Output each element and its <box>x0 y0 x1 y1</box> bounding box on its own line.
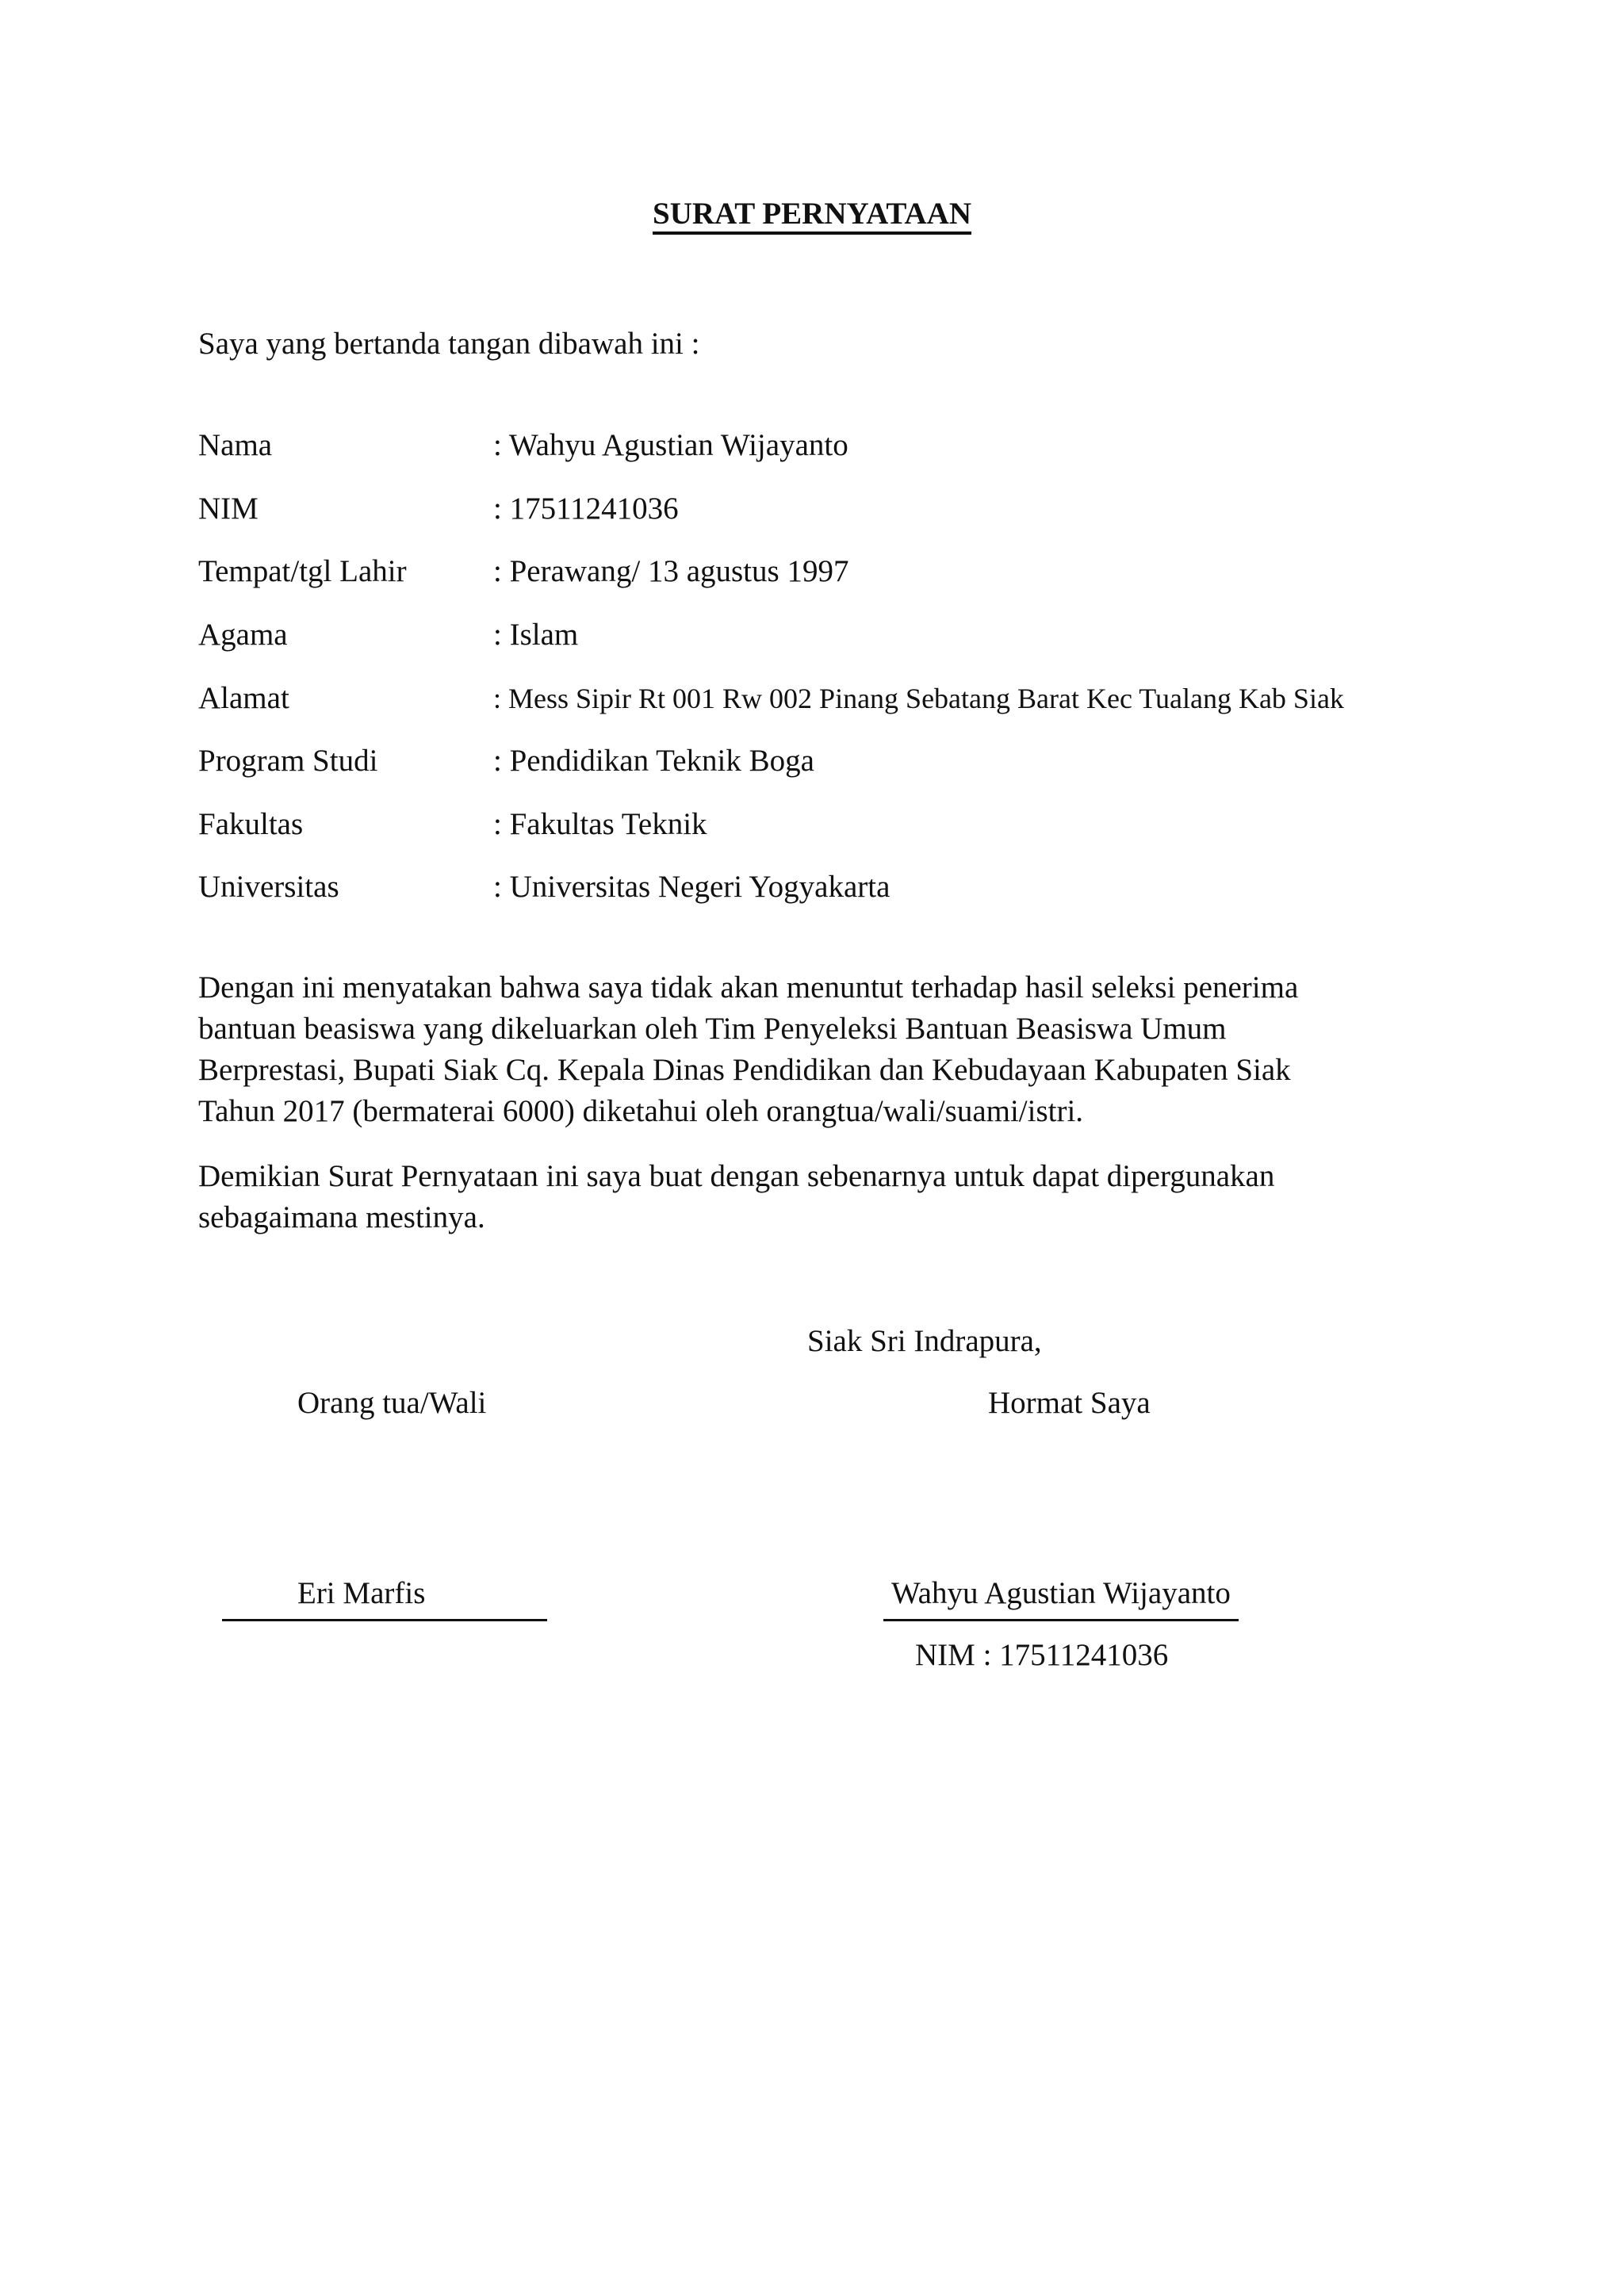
statement-paragraph <box>198 967 1435 1132</box>
statement-line: Berprestasi, Bupati Siak Cq. Kepala Dinas Pendidikan dan Kebudayaan Kabupaten Siak <box>198 1053 1291 1087</box>
field-value-nim: : 17511241036 <box>493 492 679 526</box>
signature-right-nim: NIM : 17511241036 <box>915 1638 1169 1672</box>
signature-left-name: Eri Marfis <box>297 1576 426 1610</box>
field-value-fakultas: : Fakultas Teknik <box>493 807 707 841</box>
field-value-alamat: : Mess Sipir Rt 001 Rw 002 Pinang Sebatang Barat Kec Tualang Kab Siak <box>493 683 1344 714</box>
statement-line: bantuan beasiswa yang dikeluarkan oleh Tim Penyeleksi Bantuan Beasiswa Umum <box>198 1012 1227 1046</box>
signature-right-name: Wahyu Agustian Wijayanto <box>891 1576 1231 1610</box>
statement-line: Dengan ini menyatakan bahwa saya tidak akan menuntut terhadap hasil seleksi penerima <box>198 970 1299 1004</box>
document-title <box>0 195 1624 233</box>
document-title-text: SURAT PERNYATAAN <box>653 197 971 235</box>
field-value-universitas: : Universitas Negeri Yogyakarta <box>493 870 891 904</box>
field-value-tempat-tgl-lahir: : Perawang/ 13 agustus 1997 <box>493 554 849 588</box>
closing-paragraph <box>198 1156 1435 1238</box>
field-label-nama: Nama <box>198 428 273 462</box>
field-label-alamat: Alamat <box>198 681 289 715</box>
signature-left-heading: Orang tua/Wali <box>297 1386 487 1420</box>
field-label-fakultas: Fakultas <box>198 807 304 841</box>
field-value-nama: : Wahyu Agustian Wijayanto <box>493 428 848 462</box>
field-value-agama: : Islam <box>493 618 579 652</box>
field-label-agama: Agama <box>198 618 288 652</box>
field-label-nim: NIM <box>198 492 259 526</box>
signature-left-line <box>222 1619 547 1621</box>
signature-right-line <box>883 1619 1239 1621</box>
closing-line: Demikian Surat Pernyataan ini saya buat dengan sebenarnya untuk dapat dipergunakan <box>198 1159 1275 1193</box>
signature-place: Siak Sri Indrapura, <box>807 1324 1042 1358</box>
field-value-program-studi: : Pendidikan Teknik Boga <box>493 744 814 778</box>
field-label-universitas: Universitas <box>198 870 339 904</box>
field-label-tempat-tgl-lahir: Tempat/tgl Lahir <box>198 554 407 588</box>
intro-text: Saya yang bertanda tangan dibawah ini : <box>198 327 700 361</box>
statement-line: Tahun 2017 (bermaterai 6000) diketahui oleh orangtua/wali/suami/istri. <box>198 1094 1084 1128</box>
signature-right-heading: Hormat Saya <box>988 1386 1151 1420</box>
field-label-program-studi: Program Studi <box>198 744 378 778</box>
closing-line: sebagaimana mestinya. <box>198 1200 485 1234</box>
